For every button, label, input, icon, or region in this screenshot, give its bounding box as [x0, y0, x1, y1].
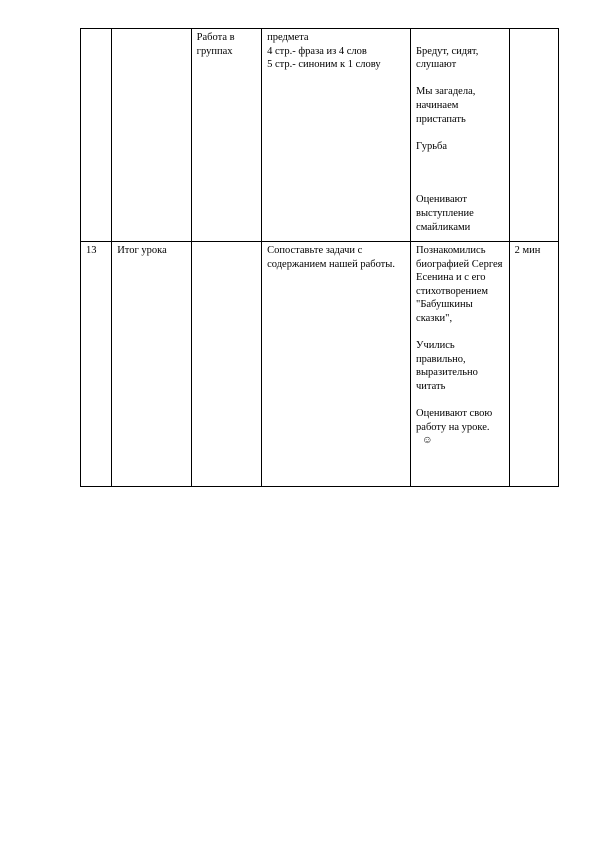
spacer	[416, 394, 504, 408]
spacer	[416, 326, 504, 340]
activity-paragraph: Гурьба	[416, 140, 447, 152]
cell-stage	[112, 29, 191, 242]
activity-paragraph: Мы загадела, начинаем пристапать	[416, 86, 478, 125]
cell-number	[81, 29, 112, 242]
cell-activity	[411, 242, 510, 487]
task-line: предмета	[267, 32, 309, 43]
cell-time	[509, 29, 558, 242]
table-row	[81, 29, 559, 242]
task-line: 4 стр.- фраза из 4 слов	[267, 45, 367, 57]
activity-paragraph: Познакомились биографией Сергея Есенина и с его стихотворением "Бабушкины сказки",	[416, 245, 506, 324]
task-line: 5 стр.- синоним к 1 слову	[267, 59, 381, 71]
spacer	[416, 31, 504, 45]
form-text: Работа в группах	[196, 32, 238, 57]
task-text: Сопоставьте задачи с содержанием нашей работы.	[267, 245, 395, 270]
cell-task	[262, 242, 411, 487]
cell-form	[191, 29, 261, 242]
cell-activity	[411, 29, 510, 242]
table-row	[81, 242, 559, 487]
lesson-plan-table	[80, 28, 559, 487]
cell-task	[262, 29, 411, 242]
spacer	[416, 153, 504, 193]
spacer	[416, 126, 504, 140]
cell-number: 13	[81, 242, 112, 487]
cell-time: 2 мин	[509, 242, 558, 487]
activity-paragraph: Учились правильно, выразительно читать	[416, 340, 481, 392]
smiley-icon: ☺	[422, 435, 433, 447]
cell-stage: Итог урока	[112, 242, 191, 487]
activity-paragraph: Оценивают свою работу на уроке.	[416, 408, 495, 433]
activity-paragraph: Бредут, сидят, слушают	[416, 45, 481, 71]
cell-form	[191, 242, 261, 487]
activity-paragraph: Оценивают выступление смайликами	[416, 194, 477, 233]
spacer	[416, 72, 504, 86]
